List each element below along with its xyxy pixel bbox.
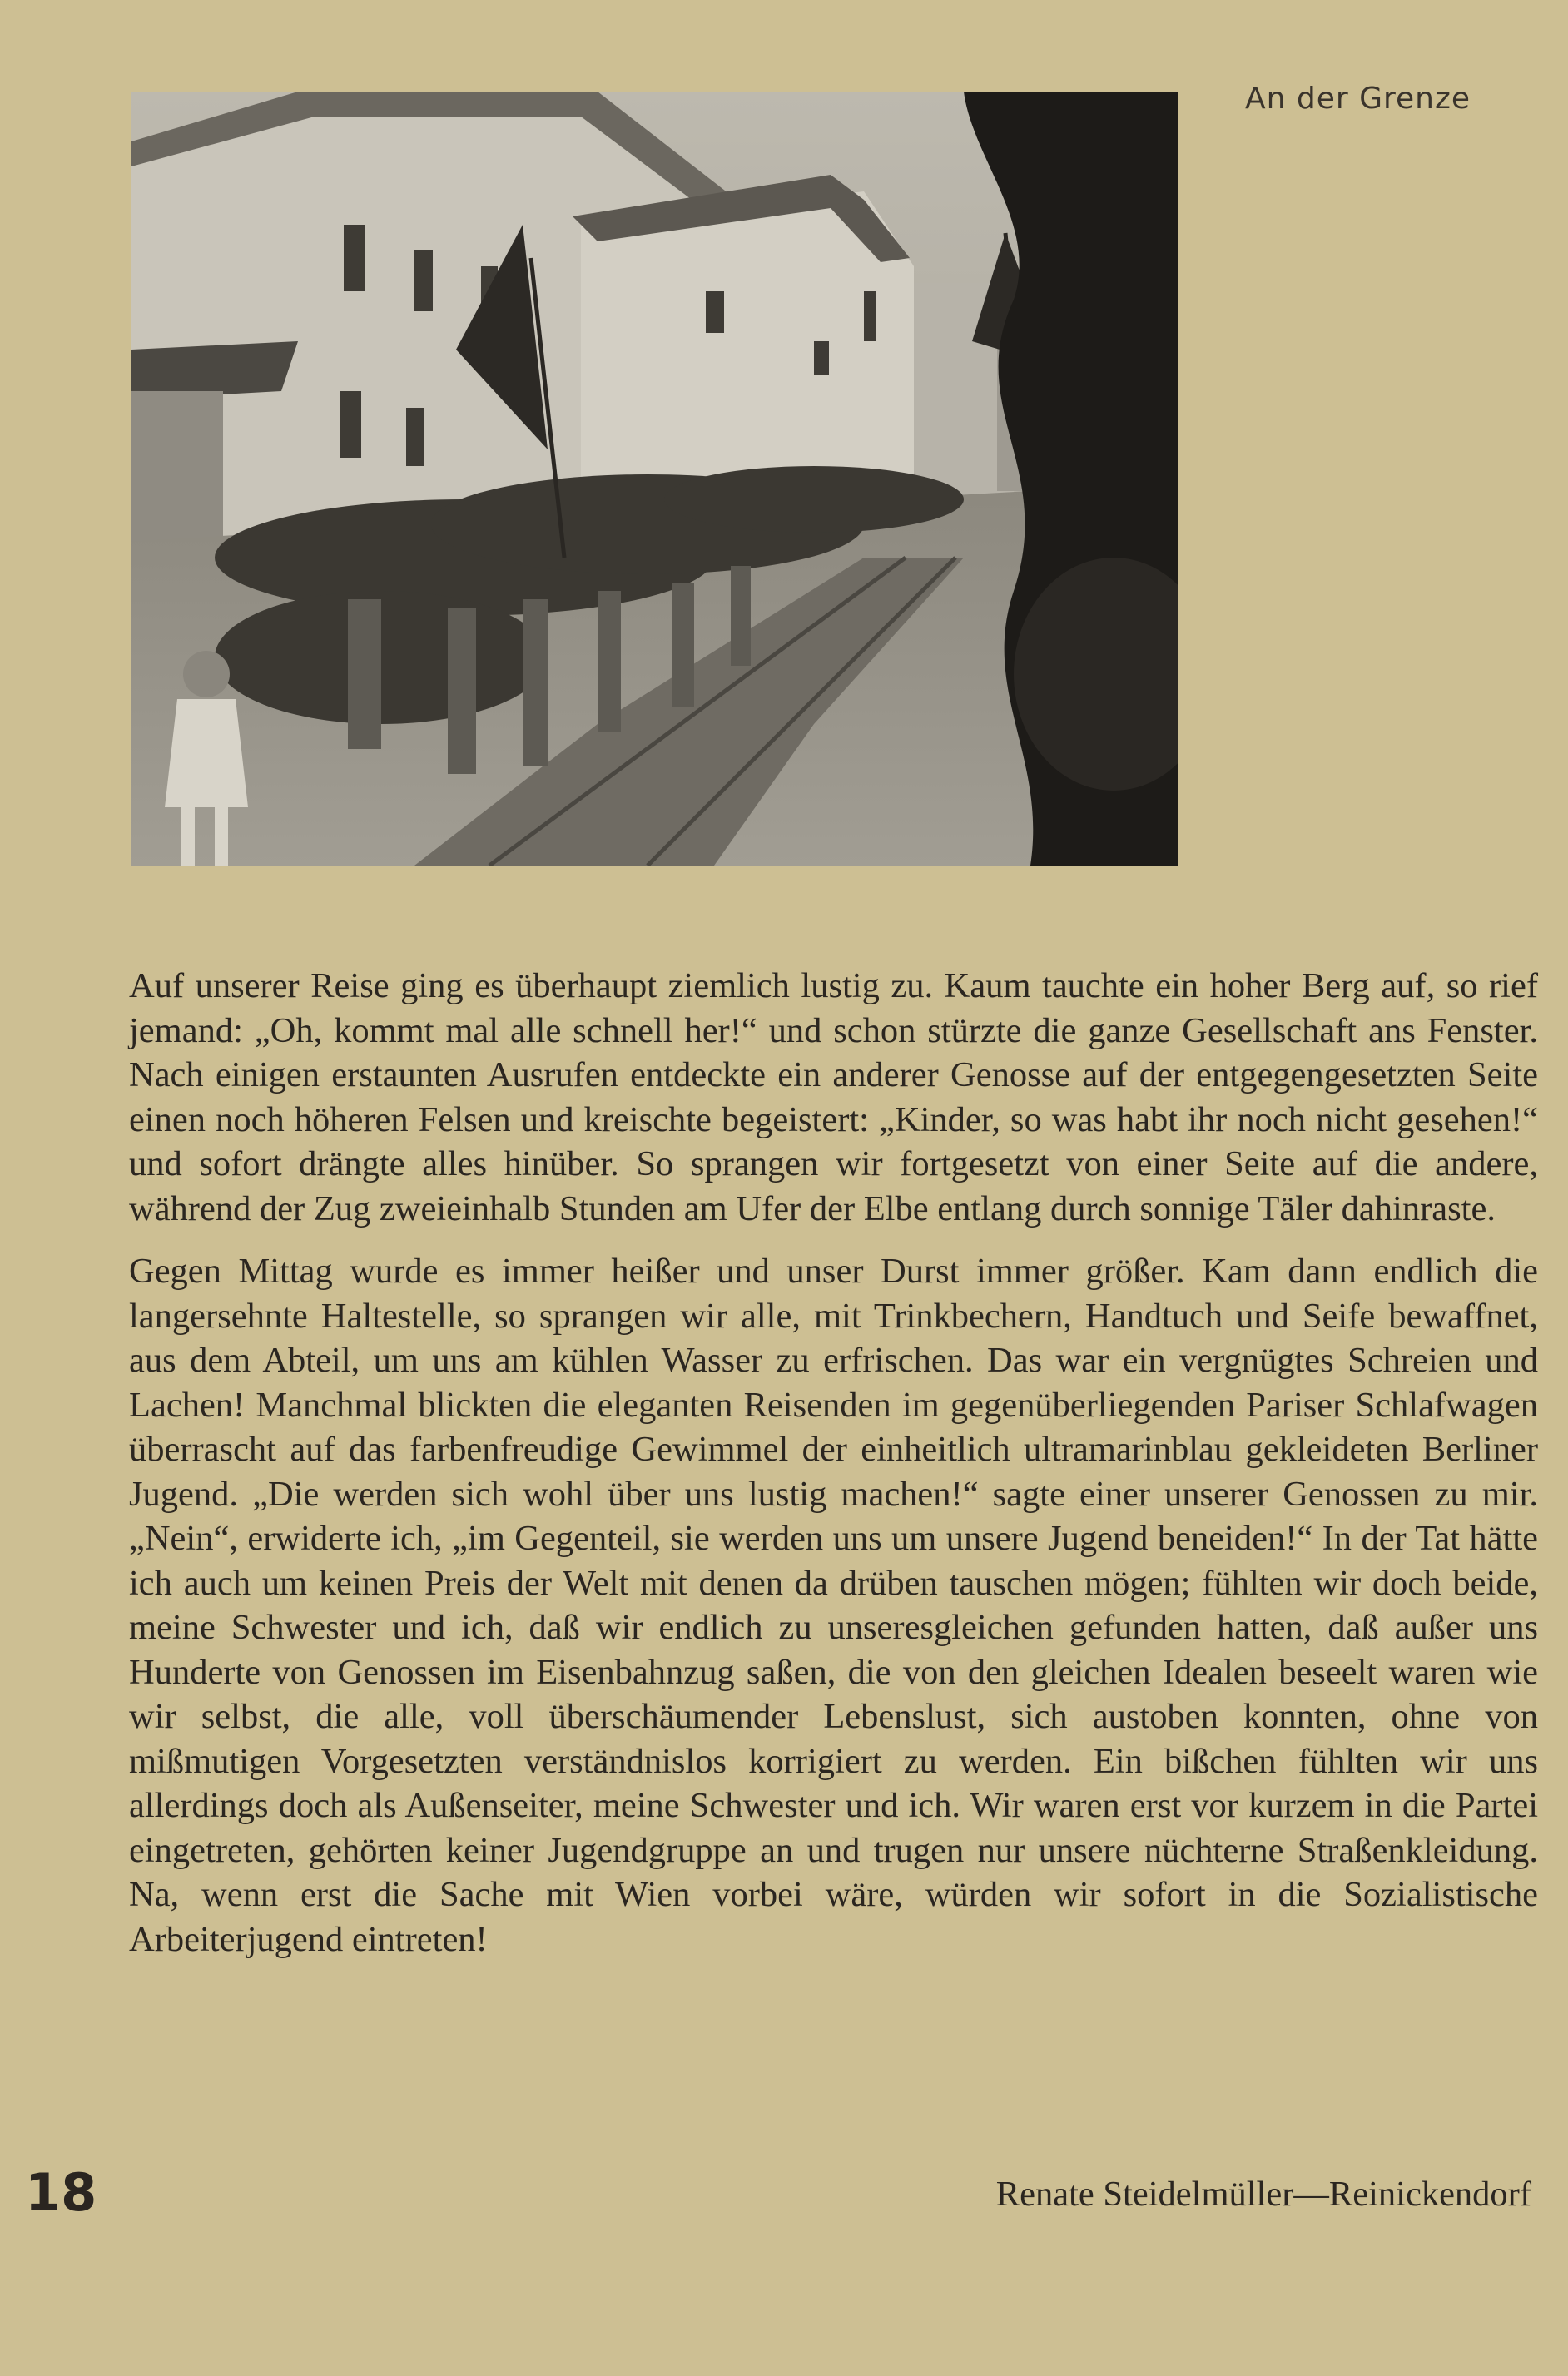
photo-illustration <box>131 92 1178 866</box>
page-number: 18 <box>25 2162 97 2223</box>
paragraph-1: Auf unserer Reise ging es überhaupt ziemlich lustig zu. Kaum tauchte ein hoher Berg auf, so rief jemand: „Oh, kommt mal alle schnell her!“ und schon stürzte die ganze Gesellschaft ans Fenster. Nach einigen erstaunten Ausrufen entdeckte ein anderer Genosse auf der entgegengesetzten Seite einen noch höheren Felsen und kreischte begeistert: „Kinder, so was habt ihr noch nicht gesehen!“ und sofort drängte alles hinüber. So sprangen wir fortgesetzt von einer Seite auf die andere, während der Zug zweieinhalb Stunden am Ufer der Elbe entlang durch sonnige Täler dahinraste. <box>129 966 1538 1228</box>
author-signature: Renate Steidelmüller—Reinickendorf <box>995 2175 1531 2214</box>
article-body <box>129 964 1538 1965</box>
photo-caption: An der Grenze <box>1245 82 1471 116</box>
photograph <box>131 92 1178 866</box>
paragraph-2: Gegen Mittag wurde es immer heißer und unser Durst immer größer. Kam dann endlich die langersehnte Haltestelle, so sprangen wir alle, mit Trinkbechern, Handtuch und Seife bewaffnet, aus dem Abteil, um uns am kühlen Wasser zu erfrischen. Das war ein vergnügtes Schreien und Lachen! Manchmal blickten die eleganten Reisenden im gegenüberliegenden Pariser Schlafwagen überrascht auf das farbenfreudige Gewimmel der einheitlich ultramarinblau gekleideten Berliner Jugend. „Die werden sich wohl über uns lustig machen!“ sagte einer unserer Genossen zu mir. „Nein“, erwiderte ich, „im Gegenteil, sie werden uns um unsere Jugend beneiden!“ In der Tat hätte ich auch um keinen Preis der Welt mit denen da drüben tauschen mögen; fühlten wir doch beide, meine Schwester und ich, daß wir endlich zu unseresgleichen gefunden hatten, daß außer uns Hunderte von Genossen im Eisenbahnzug saßen, die von den gleichen Idealen beseelt waren wie wir selbst, die alle, voll überschäumender Lebenslust, sich austoben konnten, ohne von mißmutigen Vorgesetzten verständnislos korrigiert zu werden. Ein bißchen fühlten wir uns allerdings doch als Außenseiter, meine Schwester und ich. Wir waren erst vor kurzem in die Partei eingetreten, gehörten keiner Jugendgruppe an und trugen nur unsere nüchterne Straßenkleidung. Na, wenn erst die Sache mit Wien vorbei wäre, würden wir sofort in die Sozialistische Arbeiterjugend eintreten! <box>129 1252 1538 1959</box>
